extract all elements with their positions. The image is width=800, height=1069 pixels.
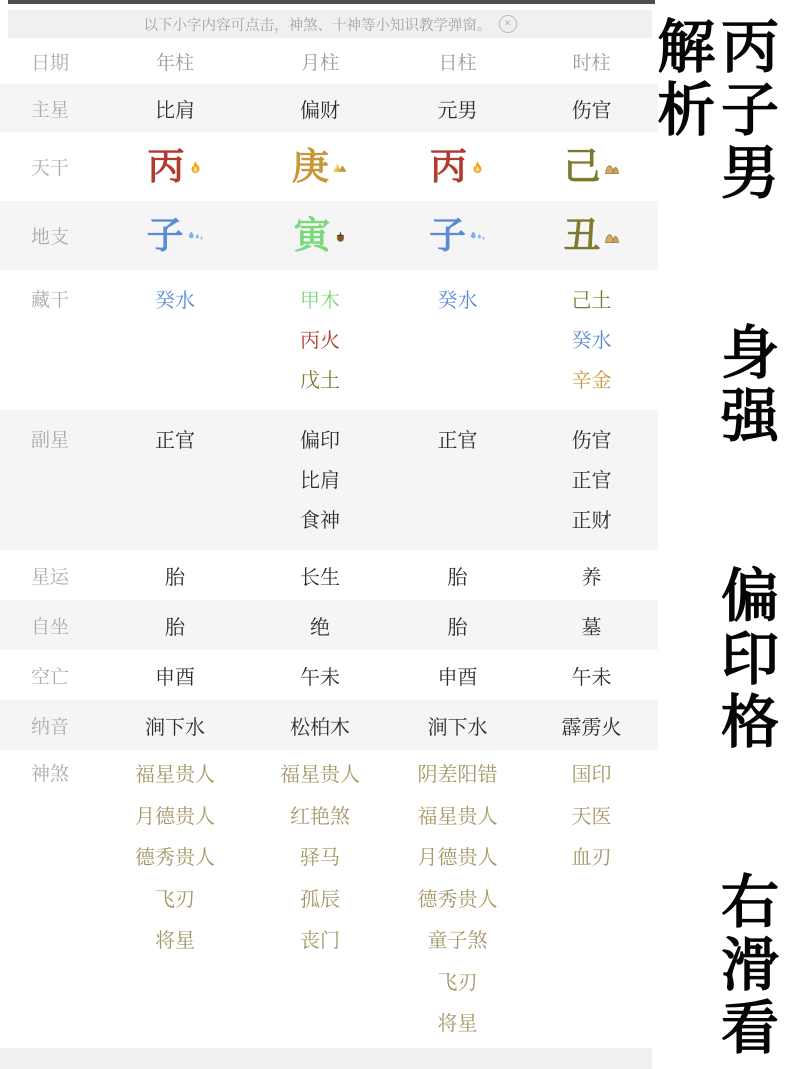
row-label-nayin: 纳音 (30, 715, 69, 738)
row-label-star-fortune: 星运 (30, 565, 69, 588)
shensha-item[interactable]: 将星 (437, 1011, 478, 1035)
row-label-self-sitting: 自坐 (30, 615, 69, 638)
earth-icon (604, 224, 620, 248)
row-void (0, 650, 658, 700)
row-nayin (0, 700, 658, 750)
row-label-shensha: 神煞 (30, 763, 69, 785)
nayin-month[interactable]: 松柏木 (290, 714, 350, 739)
metal-icon (332, 154, 348, 179)
row-label-secondary-stars: 副星 (30, 429, 69, 451)
shensha-item[interactable]: 红艳煞 (290, 803, 350, 828)
void-month[interactable]: 午未 (300, 664, 340, 689)
caption-chart-name: 丙子男 (711, 16, 779, 205)
stem-hour-char: 己 (563, 145, 601, 188)
stem-hour[interactable] (525, 145, 658, 188)
row-earthly-branches (0, 201, 658, 270)
secondary-star[interactable]: 伤官 (571, 428, 612, 452)
shensha-item[interactable]: 德秀贵人 (135, 845, 215, 869)
row-label-main-star: 主星 (30, 98, 69, 121)
nayin-year[interactable]: 涧下水 (145, 714, 205, 739)
wood-icon (334, 224, 347, 247)
star-fortune-month[interactable]: 长生 (300, 564, 340, 589)
self-sitting-hour[interactable]: 墓 (581, 614, 602, 639)
branch-day-char: 子 (429, 214, 466, 257)
void-year[interactable]: 申酉 (155, 664, 195, 689)
row-label-heavenly-stems: 天干 (30, 157, 69, 179)
caption-pattern: 偏印格 (711, 565, 779, 754)
shensha-hour (525, 754, 658, 879)
hidden-stem[interactable]: 癸水 (437, 288, 478, 312)
shensha-item[interactable]: 福星贵人 (280, 762, 360, 786)
void-day[interactable]: 申酉 (437, 664, 478, 689)
hidden-stems-year (100, 280, 250, 320)
star-fortune-day[interactable]: 胎 (447, 564, 468, 589)
star-fortune-year[interactable]: 胎 (165, 564, 185, 589)
hidden-stem[interactable]: 辛金 (571, 368, 612, 392)
hidden-stems-hour (525, 280, 658, 400)
fire-icon (470, 154, 485, 179)
vertical-caption (647, 0, 800, 1069)
hidden-stem[interactable]: 癸水 (155, 288, 195, 312)
secondary-star[interactable]: 正官 (571, 468, 612, 492)
shensha-item[interactable]: 福星贵人 (417, 803, 498, 828)
main-star-day[interactable]: 元男 (437, 97, 478, 122)
shensha-item[interactable]: 德秀贵人 (417, 886, 498, 911)
secondary-star[interactable]: 偏印 (300, 428, 340, 452)
nayin-day[interactable]: 涧下水 (427, 714, 488, 739)
shensha-month (250, 754, 390, 962)
nayin-hour[interactable]: 霹雳火 (561, 714, 622, 739)
secondary-star[interactable]: 正财 (571, 508, 612, 532)
shensha-item[interactable]: 童子煞 (427, 928, 488, 952)
shensha-item[interactable]: 丧门 (300, 928, 340, 952)
main-star-month[interactable]: 偏财 (300, 97, 340, 122)
hidden-stem[interactable]: 癸水 (571, 328, 612, 352)
hidden-stem[interactable]: 丙火 (300, 328, 340, 352)
branch-month-char: 寅 (293, 214, 331, 257)
secondary-star[interactable]: 正官 (437, 428, 478, 452)
shensha-item[interactable]: 血刃 (571, 845, 612, 869)
column-day-pillar: 日柱 (438, 51, 477, 74)
stem-day-char: 丙 (430, 145, 467, 188)
self-sitting-month[interactable]: 绝 (310, 614, 330, 639)
header-row (0, 38, 658, 84)
shensha-day (390, 754, 525, 1045)
row-label-hidden-stems: 藏干 (30, 289, 69, 311)
shensha-item[interactable]: 月德贵人 (135, 803, 215, 828)
caption-swipe-hint: 右滑看解析 (647, 16, 779, 1060)
hidden-stems-month (250, 280, 390, 400)
row-shensha (0, 750, 658, 1051)
branch-year-char: 子 (146, 214, 184, 257)
water-icon (469, 224, 486, 247)
column-year-pillar: 年柱 (155, 51, 194, 74)
hidden-stem[interactable]: 甲木 (300, 288, 340, 312)
row-label-earthly-branches: 地支 (30, 226, 69, 248)
water-icon (187, 224, 204, 247)
main-star-hour[interactable]: 伤官 (571, 97, 612, 122)
shensha-item[interactable]: 阴差阳错 (417, 762, 498, 786)
stem-year-char: 丙 (147, 145, 185, 188)
branch-day[interactable] (390, 214, 525, 257)
secondary-stars-month (250, 420, 390, 540)
column-hour-pillar: 时柱 (572, 51, 611, 74)
secondary-star[interactable]: 比肩 (300, 468, 340, 492)
shensha-item[interactable]: 国印 (571, 762, 612, 786)
main-star-year[interactable]: 比肩 (155, 97, 195, 122)
stem-day[interactable] (390, 145, 525, 188)
secondary-stars-year (100, 420, 250, 460)
row-secondary-stars (0, 410, 658, 550)
shensha-item[interactable]: 将星 (155, 928, 195, 952)
row-heavenly-stems (0, 132, 658, 201)
shensha-item[interactable]: 孤辰 (300, 886, 340, 911)
secondary-star[interactable]: 食神 (300, 508, 340, 532)
fire-icon (188, 154, 203, 179)
top-divider (8, 0, 655, 4)
tip-banner-text: 以下小字内容可点击，神煞、十神等小知识教学弹窗。 (143, 17, 492, 34)
bottom-divider (0, 1048, 652, 1069)
stem-month-char: 庚 (292, 145, 329, 188)
secondary-stars-day (390, 420, 525, 460)
header-date-label: 日期 (30, 51, 69, 74)
secondary-star[interactable]: 正官 (155, 428, 195, 452)
hidden-stems-day (390, 280, 525, 320)
shensha-year (100, 754, 250, 962)
branch-hour-char: 丑 (563, 214, 601, 257)
shensha-item[interactable]: 月德贵人 (417, 845, 498, 869)
shensha-item[interactable]: 福星贵人 (135, 762, 215, 786)
self-sitting-day[interactable]: 胎 (447, 614, 468, 639)
row-self-sitting (0, 600, 658, 650)
secondary-stars-hour (525, 420, 658, 540)
hidden-stem[interactable]: 己土 (571, 288, 612, 312)
caption-strength: 身强 (711, 322, 779, 448)
shensha-item[interactable]: 驿马 (300, 845, 340, 869)
shensha-item[interactable]: 飞刃 (437, 969, 478, 994)
shensha-item[interactable]: 天医 (571, 803, 612, 828)
stem-month[interactable] (250, 145, 390, 188)
earth-icon (604, 155, 620, 179)
hidden-stem[interactable]: 戊土 (300, 368, 340, 392)
row-label-void: 空亡 (30, 665, 69, 688)
row-star-fortune (0, 550, 658, 600)
branch-month[interactable] (250, 214, 390, 257)
star-fortune-hour[interactable]: 养 (581, 564, 602, 589)
shensha-item[interactable]: 飞刃 (155, 886, 195, 911)
branch-year[interactable] (100, 214, 250, 257)
tip-banner (8, 10, 652, 38)
close-icon[interactable]: ✕ (499, 15, 517, 33)
stem-year[interactable] (100, 145, 250, 188)
void-hour[interactable]: 午未 (571, 664, 612, 689)
row-hidden-stems (0, 270, 658, 410)
column-month-pillar: 月柱 (300, 51, 339, 74)
row-main-star (0, 84, 658, 132)
self-sitting-year[interactable]: 胎 (165, 614, 185, 639)
branch-hour[interactable] (525, 214, 658, 257)
